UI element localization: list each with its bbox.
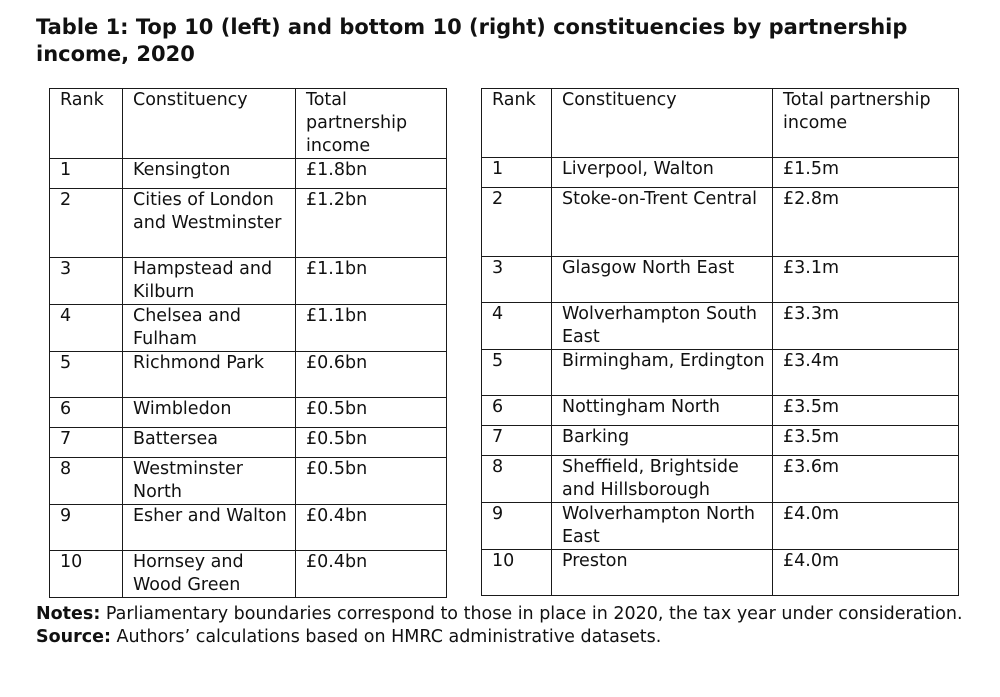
table-row <box>482 426 959 456</box>
constituency-cell: Birmingham, Erdington <box>552 350 773 396</box>
table-row <box>50 458 447 505</box>
table-row <box>50 189 447 258</box>
notes-text: Parliamentary boundaries correspond to those in place in 2020, the tax year under consideration. <box>100 604 963 624</box>
rank-cell: 4 <box>50 305 123 352</box>
income-cell: £3.3m <box>773 303 959 350</box>
source-label: Source: <box>36 627 111 647</box>
rank-cell: 9 <box>50 505 123 551</box>
rank-cell: 8 <box>482 456 552 503</box>
constituency-cell: Esher and Walton <box>123 505 296 551</box>
income-cell: £3.6m <box>773 456 959 503</box>
rank-cell: 2 <box>50 189 123 258</box>
footnotes <box>36 603 966 649</box>
column-header: Constituency <box>552 89 773 158</box>
rank-cell: 1 <box>482 158 552 188</box>
income-cell: £0.4bn <box>296 505 447 551</box>
table-row <box>50 159 447 189</box>
income-cell: £3.5m <box>773 396 959 426</box>
column-header: Total partnership income <box>296 89 447 159</box>
constituency-cell: Westminster North <box>123 458 296 505</box>
rank-cell: 6 <box>482 396 552 426</box>
rank-cell: 9 <box>482 503 552 550</box>
table-row <box>482 550 959 596</box>
income-cell: £0.5bn <box>296 398 447 428</box>
income-cell: £1.5m <box>773 158 959 188</box>
table-row <box>50 551 447 598</box>
constituency-cell: Richmond Park <box>123 352 296 398</box>
table-row <box>482 188 959 257</box>
table-row <box>482 503 959 550</box>
constituency-cell: Stoke-on-Trent Central <box>552 188 773 257</box>
rank-cell: 3 <box>482 257 552 303</box>
constituency-cell: Preston <box>552 550 773 596</box>
rank-cell: 4 <box>482 303 552 350</box>
table-row <box>482 257 959 303</box>
top-10-table <box>49 88 447 598</box>
source-line <box>36 626 966 649</box>
rank-cell: 7 <box>482 426 552 456</box>
rank-cell: 2 <box>482 188 552 257</box>
constituency-cell: Sheffield, Brightside and Hillsborough <box>552 456 773 503</box>
income-cell: £0.5bn <box>296 458 447 505</box>
income-cell: £0.4bn <box>296 551 447 598</box>
income-cell: £4.0m <box>773 503 959 550</box>
constituency-cell: Cities of London and Westminster <box>123 189 296 258</box>
income-cell: £1.2bn <box>296 189 447 258</box>
table-row <box>482 396 959 426</box>
income-cell: £1.1bn <box>296 258 447 305</box>
income-cell: £0.6bn <box>296 352 447 398</box>
table-header-row <box>482 89 959 158</box>
constituency-cell: Hornsey and Wood Green <box>123 551 296 598</box>
notes-label: Notes: <box>36 604 101 624</box>
column-header: Rank <box>482 89 552 158</box>
constituency-cell: Battersea <box>123 428 296 458</box>
income-cell: £3.1m <box>773 257 959 303</box>
table-row <box>50 352 447 398</box>
rank-cell: 3 <box>50 258 123 305</box>
income-cell: £3.5m <box>773 426 959 456</box>
table-row <box>50 505 447 551</box>
constituency-cell: Chelsea and Fulham <box>123 305 296 352</box>
table-row <box>482 456 959 503</box>
constituency-cell: Barking <box>552 426 773 456</box>
column-header: Total partnership income <box>773 89 959 158</box>
column-header: Constituency <box>123 89 296 159</box>
constituency-cell: Wolverhampton North East <box>552 503 773 550</box>
rank-cell: 10 <box>50 551 123 598</box>
table-header-row <box>50 89 447 159</box>
constituency-cell: Wimbledon <box>123 398 296 428</box>
rank-cell: 10 <box>482 550 552 596</box>
constituency-cell: Hampstead and Kilburn <box>123 258 296 305</box>
source-text: Authors’ calculations based on HMRC administrative datasets. <box>110 627 662 647</box>
column-header: Rank <box>50 89 123 159</box>
constituency-cell: Glasgow North East <box>552 257 773 303</box>
income-cell: £3.4m <box>773 350 959 396</box>
rank-cell: 8 <box>50 458 123 505</box>
table-row <box>50 305 447 352</box>
table-row <box>50 258 447 305</box>
constituency-cell: Wolverhampton South East <box>552 303 773 350</box>
rank-cell: 1 <box>50 159 123 189</box>
income-cell: £4.0m <box>773 550 959 596</box>
rank-cell: 7 <box>50 428 123 458</box>
notes-line <box>36 603 966 626</box>
income-cell: £1.1bn <box>296 305 447 352</box>
income-cell: £2.8m <box>773 188 959 257</box>
income-cell: £1.8bn <box>296 159 447 189</box>
table-row <box>482 303 959 350</box>
bottom-10-table <box>481 88 959 596</box>
table-row <box>482 158 959 188</box>
constituency-cell: Liverpool, Walton <box>552 158 773 188</box>
income-cell: £0.5bn <box>296 428 447 458</box>
table-row <box>50 398 447 428</box>
constituency-cell: Nottingham North <box>552 396 773 426</box>
constituency-cell: Kensington <box>123 159 296 189</box>
table-row <box>482 350 959 396</box>
rank-cell: 5 <box>50 352 123 398</box>
table-row <box>50 428 447 458</box>
table-title: Table 1: Top 10 (left) and bottom 10 (right) constituencies by partnership income, 2020 <box>36 15 908 66</box>
rank-cell: 5 <box>482 350 552 396</box>
rank-cell: 6 <box>50 398 123 428</box>
